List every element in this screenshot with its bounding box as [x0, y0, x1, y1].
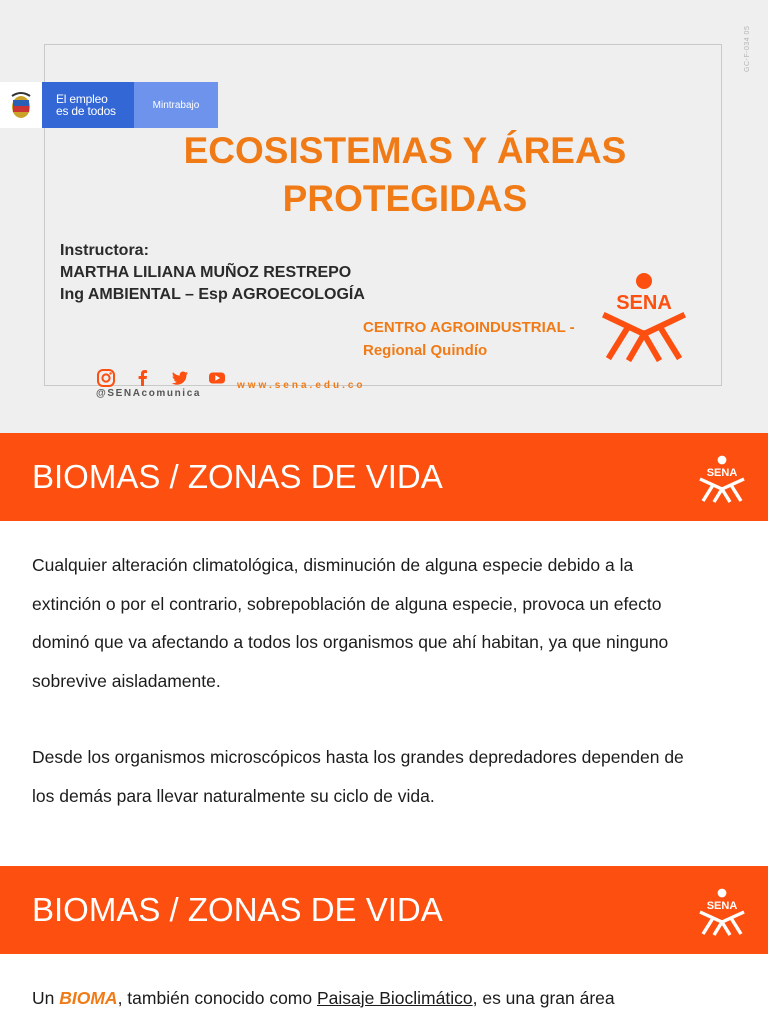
centro-line1: CENTRO AGROINDUSTRIAL -	[363, 319, 575, 336]
text-line: sobrevive aisladamente.	[32, 670, 221, 691]
sena-logo-text: SENA	[706, 467, 738, 479]
centro-block	[363, 316, 575, 362]
instructor-label: Instructora:	[60, 242, 149, 259]
youtube-icon[interactable]	[207, 368, 227, 388]
cover-title-line1: ECOSISTEMAS Y ÁREAS	[183, 130, 627, 171]
colombia-shield-icon	[0, 82, 42, 128]
twitter-icon[interactable]	[170, 368, 190, 388]
social-handle[interactable]: @SENAcomunica	[96, 388, 202, 399]
section1-title: BIOMAS / ZONAS DE VIDA	[32, 458, 443, 495]
section1-body-2	[32, 738, 752, 815]
text-line: Desde los organismos microscópicos hasta los grandes depredadores dependen de	[32, 747, 684, 767]
gov-slogan-line1: El empleo	[56, 92, 108, 106]
bioma-term: BIOMA	[59, 988, 118, 1008]
paisaje-link[interactable]: Paisaje Bioclimático	[316, 988, 473, 1008]
sena-logo-icon	[696, 888, 748, 936]
centro-line2: Regional Quindío	[363, 342, 488, 359]
instructor-title: Ing AMBIENTAL – Esp AGROECOLOGÍA	[60, 286, 365, 303]
text-line: dominó que va afectando a todos los organismos que ahí habitan, ya que ninguno	[32, 632, 669, 652]
text-line: Cualquier alteración climatológica, disminución de alguna especie debido a la	[32, 555, 634, 575]
government-logo	[0, 82, 218, 128]
section1-paragraph2	[32, 738, 752, 815]
gov-slogan-line2: es de todos	[56, 104, 116, 118]
ministry-label: Mintrabajo	[134, 82, 218, 128]
sena-logo-text: SENA	[706, 900, 738, 912]
section2-banner	[0, 866, 768, 954]
document-code: GC-F-034 05	[744, 25, 751, 72]
section1-banner	[0, 433, 768, 521]
sena-logo-icon	[696, 455, 748, 503]
section2-body	[32, 979, 752, 1018]
gov-slogan	[42, 82, 134, 128]
facebook-icon[interactable]	[133, 368, 153, 388]
intro-mid: , también conocido como	[117, 988, 317, 1008]
sena-logo-text: SENA	[616, 292, 672, 314]
instructor-block	[60, 240, 365, 306]
cover-title	[100, 127, 710, 223]
social-block	[84, 368, 234, 408]
cover-slide	[0, 0, 768, 433]
social-icons	[96, 368, 227, 388]
text-line: los demás para llevar naturalmente su ciclo de vida.	[32, 785, 435, 806]
section1-paragraph1	[32, 546, 752, 700]
text-line: extinción o por el contrario, sobrepoblación de alguna especie, provoca un efecto	[32, 593, 662, 614]
cover-title-line2: PROTEGIDAS	[282, 178, 528, 219]
section2-title: BIOMAS / ZONAS DE VIDA	[32, 891, 443, 928]
section1-body	[32, 546, 752, 700]
sena-logo-icon	[598, 272, 690, 362]
section2-intro	[32, 979, 752, 1018]
intro-prefix: Un	[32, 988, 60, 1008]
intro-suffix: , es una gran área	[472, 988, 615, 1008]
instagram-icon[interactable]	[96, 368, 116, 388]
website-link[interactable]: www.sena.edu.co	[237, 380, 366, 391]
instructor-name: MARTHA LILIANA MUÑOZ RESTREPO	[60, 264, 352, 281]
